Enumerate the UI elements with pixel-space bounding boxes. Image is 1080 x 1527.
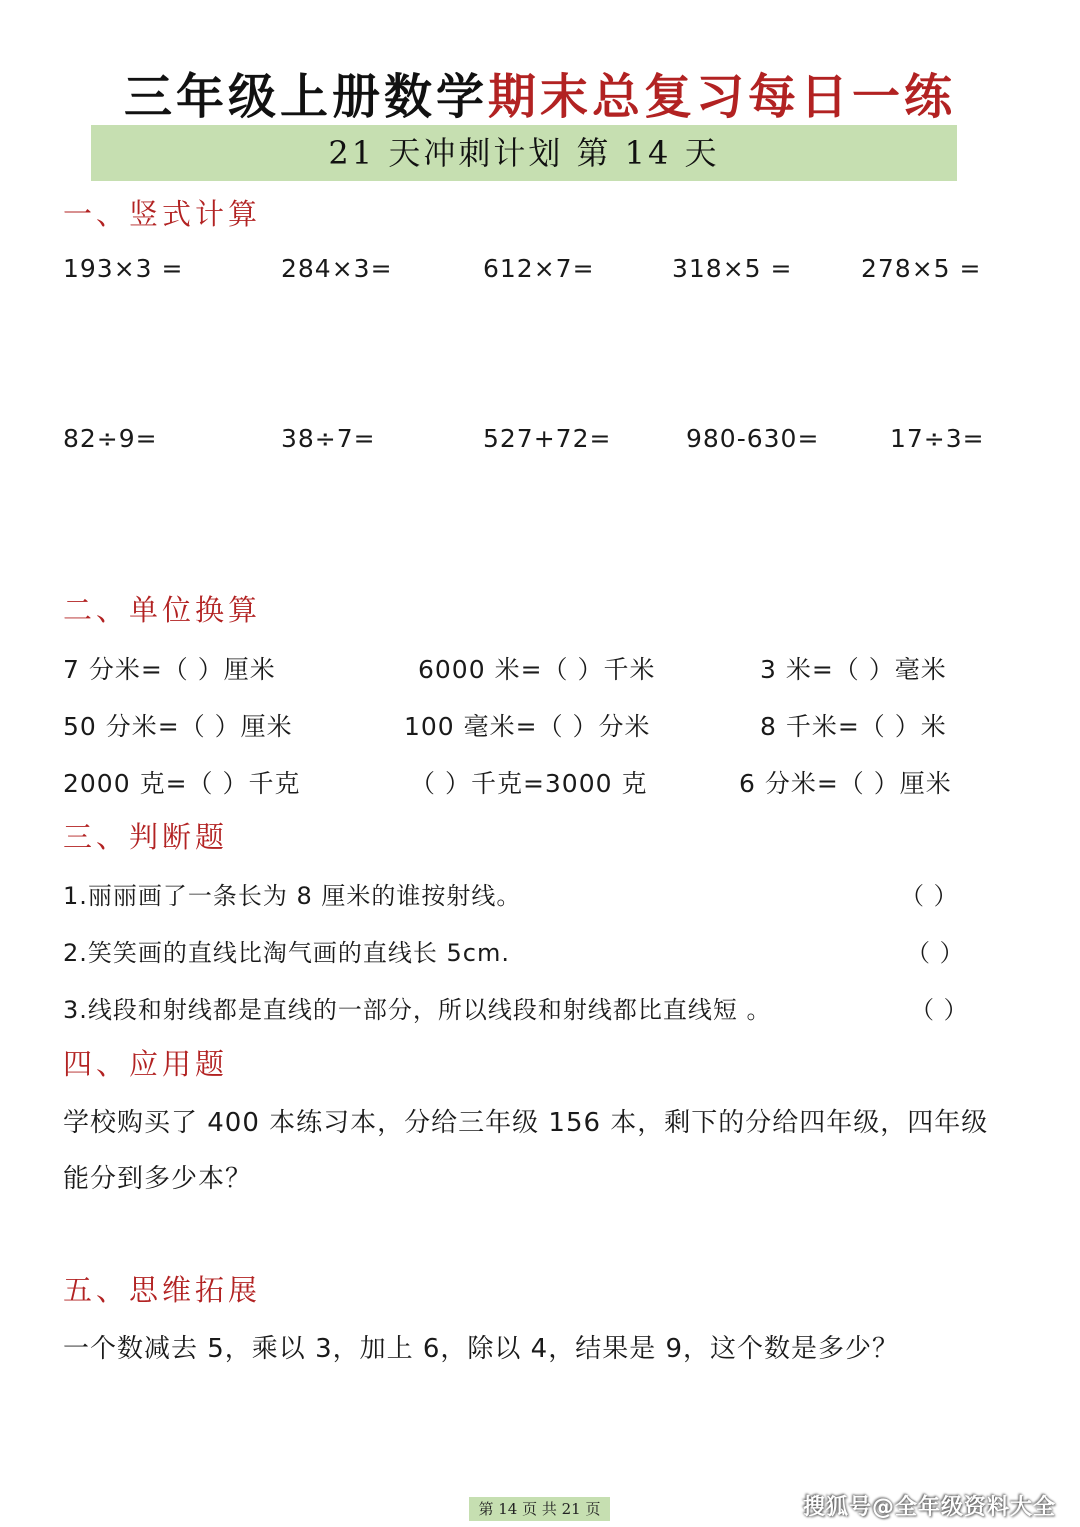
conversion-item: 50 分米=（ ）厘米 [63,712,293,741]
plan-banner-text: 21 天冲刺计划 第 14 天 [328,134,720,172]
page-title [0,58,1080,127]
conversion-item: 6000 米=（ ）千米 [418,655,656,684]
conversion-item: 100 毫米=（ ）分米 [404,712,651,741]
conversion-item: 3 米=（ ）毫米 [760,655,947,684]
conversion-item: 2000 克=（ ）千克 [63,769,301,798]
conversion-item: （ ）千克=3000 克 [410,769,648,798]
calc-item: 278×5 = [861,254,982,283]
calc-item: 527+72= [483,424,612,453]
answer-bracket: （ ） [906,939,965,967]
conversion-item: 6 分米=（ ）厘米 [739,769,952,798]
calc-item: 980-630= [686,424,820,453]
section-heading-thinking: 五、思维拓展 [63,1273,262,1307]
judgment-item: 1.丽丽画了一条长为 8 厘米的谁按射线。 [63,882,522,910]
section-heading-judgment: 三、判断题 [63,820,229,854]
calc-item: 38÷7= [281,424,376,453]
answer-bracket: （ ） [910,996,969,1024]
calc-item: 17÷3= [890,424,985,453]
watermark: 搜狐号@全年级资料大全 [802,1495,1056,1520]
calc-item: 193×3 = [63,254,184,283]
calc-item: 612×7= [483,254,595,283]
section-heading-application: 四、应用题 [63,1047,229,1081]
calc-item: 82÷9= [63,424,158,453]
calc-item: 318×5 = [672,254,793,283]
calc-item: 284×3= [281,254,393,283]
application-problem-line: 能分到多少本？ [63,1164,253,1194]
title-red-part: 期末总复习每日一练 [488,69,957,125]
section-heading-unit-conversion: 二、单位换算 [63,593,262,627]
thinking-problem: 一个数减去 5，乘以 3，加上 6，除以 4，结果是 9，这个数是多少？ [63,1334,900,1364]
conversion-item: 8 千米=（ ）米 [760,712,947,741]
application-problem-line: 学校购买了 400 本练习本，分给三年级 156 本，剩下的分给四年级，四年级 [63,1108,989,1138]
judgment-item: 3.线段和射线都是直线的一部分，所以线段和射线都比直线短 。 [63,996,772,1024]
title-black-part: 三年级上册数学 [123,69,488,125]
answer-bracket: （ ） [900,882,959,910]
judgment-item: 2.笑笑画的直线比淘气画的直线长 5cm. [63,939,510,967]
page-number: 第 14 页 共 21 页 [469,1497,610,1521]
section-heading-vertical-calc: 一、竖式计算 [63,197,262,231]
conversion-item: 7 分米=（ ）厘米 [63,655,276,684]
